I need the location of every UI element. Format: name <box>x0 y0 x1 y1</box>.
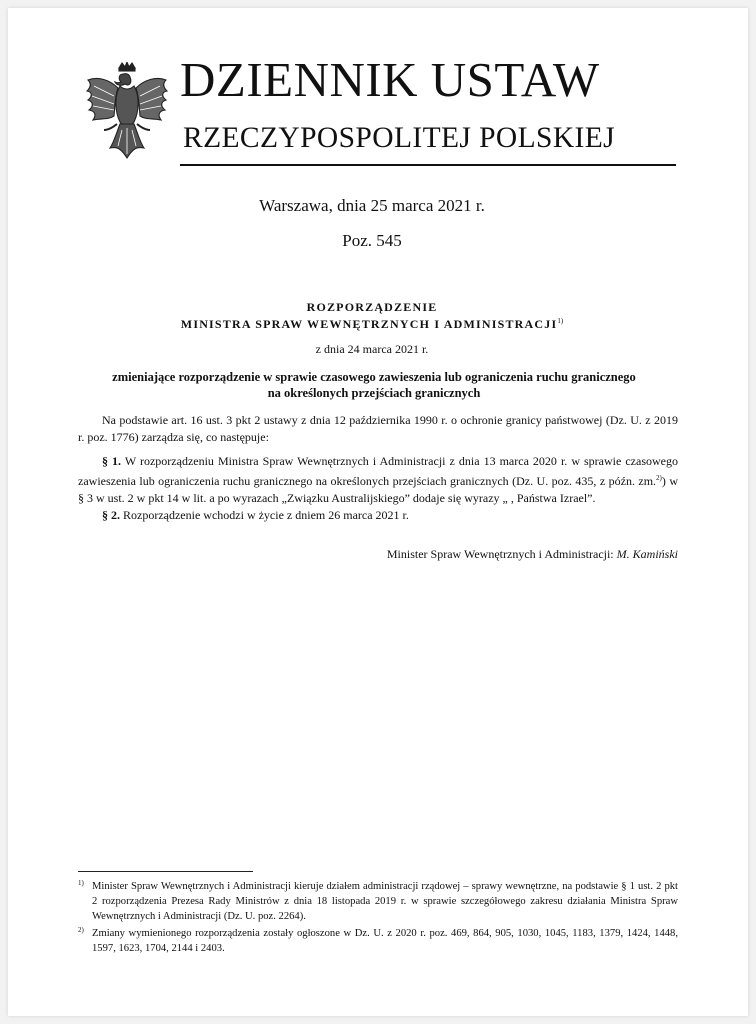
section-1-text-a: W rozporządzeniu Ministra Spraw Wewnętrznych i Administracji z dnia 13 marca 2020 r. w sprawie czasowego zawieszenia lub ograniczenia ruchu granicznego na określonych przejściach granicznych (Dz. U. poz. 435, z późn. zm. <box>78 454 678 488</box>
footnote-separator <box>78 871 253 872</box>
section-1-footnote-ref[interactable]: 2) <box>656 474 662 482</box>
masthead-subtitle: RZECZYPOSPOLITEJ POLSKIEJ <box>183 122 616 154</box>
footnote-number: 1) <box>78 879 84 887</box>
section-2-text: Rozporządzenie wchodzi w życie z dniem 26 marca 2021 r. <box>120 508 409 522</box>
act-subject-line-1: zmieniające rozporządzenie w sprawie czasowego zawieszenia lub ograniczenia ruchu granicznego <box>112 370 636 384</box>
footnote-number: 2) <box>78 926 84 934</box>
act-issuer-text: MINISTRA SPRAW WEWNĘTRZNYCH I ADMINISTRACJI <box>180 317 558 331</box>
position-number: Poz. 545 <box>342 231 402 250</box>
section-2-label: § 2. <box>102 508 120 522</box>
act-date: z dnia 24 marca 2021 r. <box>315 342 429 356</box>
issue-dateline: Warszawa, dnia 25 marca 2021 r. <box>259 196 485 215</box>
footnotes <box>78 879 678 958</box>
footnote-item <box>78 879 678 924</box>
signature-role: Minister Spraw Wewnętrznych i Administracji: <box>386 547 617 561</box>
footnote-text: Zmiany wymienionego rozporządzenia zostały ogłoszone w Dz. U. z 2020 r. poz. 469, 864, 905, 1030, 1045, 1183, 1379, 1424, 1448, 1597, 1623, 1704, 2144 i 2403. <box>92 928 678 954</box>
footnote-text: Minister Spraw Wewnętrznych i Administracji kieruje działem administracji rządowej – sprawy wewnętrzne, na podstawie § 1 ust. 2 pkt 2 rozporządzenia Prezesa Rady Ministrów z dnia 18 listopada 2019 r. w sprawie szczegółowego zakresu działania Ministra Spraw Wewnętrznych i Administracji (Dz. U. poz. 2264). <box>92 881 678 922</box>
section-1-label: § 1. <box>102 454 122 468</box>
issuer-footnote-ref[interactable]: 1) <box>557 317 564 325</box>
masthead-rule <box>180 164 676 166</box>
footnote-item <box>78 926 678 956</box>
signature-line <box>387 547 678 562</box>
section-1-text-b: ) w § 3 w ust. 2 w pkt 14 w lit. a po wyrazach „Związku Australijskiego” dodaje się wyrazy „ , Państwa Izrael”. <box>78 474 678 505</box>
polish-eagle-emblem-icon <box>84 62 170 162</box>
masthead-title: DZIENNIK USTAW <box>180 52 600 107</box>
signature-name: M. Kamiński <box>616 547 678 561</box>
section-2-paragraph <box>78 507 678 524</box>
act-type: ROZPORZĄDZENIE <box>306 300 438 314</box>
act-issuer <box>0 317 750 332</box>
preamble-paragraph: Na podstawie art. 16 ust. 3 pkt 2 ustawy z dnia 12 października 1990 r. o ochronie granicy państwowej (Dz. U. z 2019 r. poz. 1776) zarządza się, co następuje: <box>78 413 678 444</box>
section-1-paragraph <box>78 453 678 507</box>
act-subject-line-2: na określonych przejściach granicznych <box>267 386 481 400</box>
